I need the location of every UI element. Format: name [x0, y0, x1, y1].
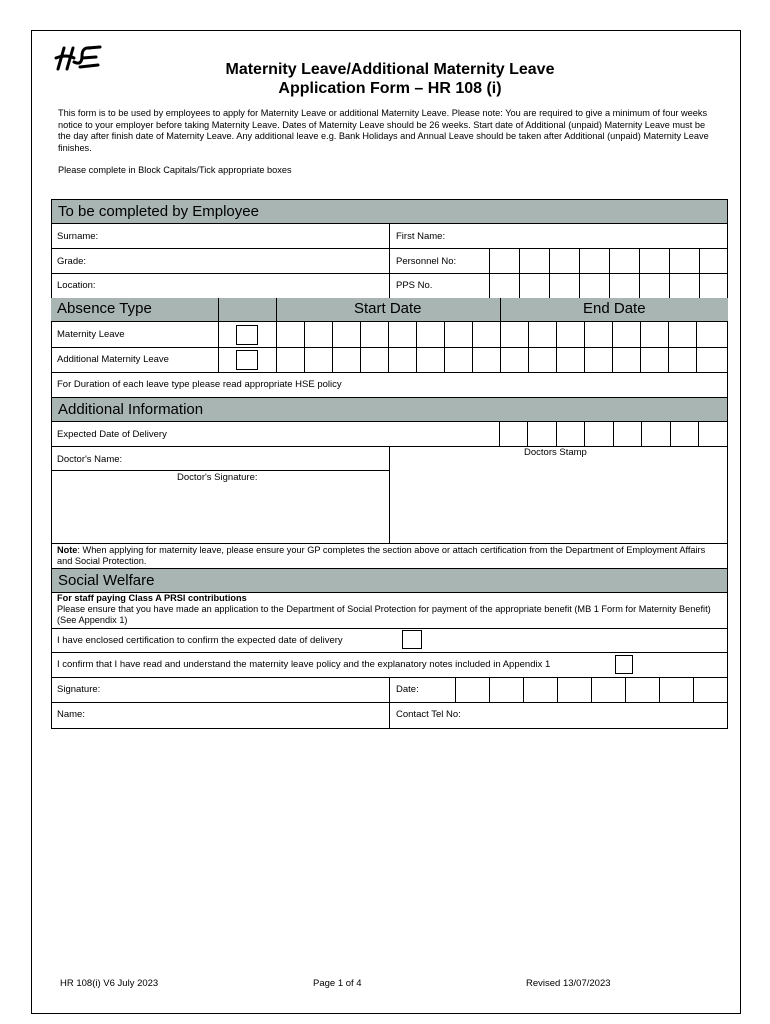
cell-divider	[693, 677, 694, 702]
col-divider	[389, 446, 390, 543]
date-label: Date:	[396, 684, 419, 695]
note-bold: Note	[57, 545, 78, 555]
cell-divider	[388, 322, 389, 372]
duration-note: For Duration of each leave type please read appropriate HSE policy	[57, 379, 342, 390]
confirm-policy-checkbox[interactable]	[615, 655, 633, 674]
cell-divider	[639, 248, 640, 298]
expected-date-label: Expected Date of Delivery	[57, 429, 167, 440]
cell-divider	[360, 322, 361, 372]
contact-tel-label: Contact Tel No:	[396, 709, 461, 720]
cell-divider	[668, 322, 669, 372]
cell-divider	[416, 322, 417, 372]
cell-divider	[584, 422, 585, 446]
cell-divider	[641, 422, 642, 446]
doctors-signature-label: Doctor's Signature:	[177, 472, 258, 483]
cell-divider	[499, 422, 500, 446]
cell-divider	[669, 248, 670, 298]
cell-divider	[625, 677, 626, 702]
start-date-heading: Start Date	[354, 300, 422, 317]
row-divider	[51, 543, 728, 544]
cell-divider	[489, 677, 490, 702]
row-divider	[51, 652, 728, 653]
enclosed-cert-label: I have enclosed certification to confirm the expected date of delivery	[57, 635, 343, 646]
row-divider	[51, 372, 728, 373]
cell-divider	[519, 248, 520, 298]
additional-maternity-leave-checkbox[interactable]	[236, 350, 258, 370]
cell-divider	[523, 677, 524, 702]
pps-no-label: PPS No.	[396, 280, 433, 291]
surname-label: Surname:	[57, 231, 99, 242]
title-line-1: Maternity Leave/Additional Maternity Leave	[225, 61, 555, 78]
col-divider	[500, 298, 501, 372]
maternity-leave-checkbox[interactable]	[236, 325, 258, 345]
end-date-heading: End Date	[583, 300, 646, 317]
footer-revised-date: Revised 13/07/2023	[526, 978, 611, 989]
doctors-stamp-label: Doctors Stamp	[524, 447, 587, 458]
row-divider	[51, 470, 389, 471]
cell-divider	[698, 422, 699, 446]
gp-note	[57, 545, 722, 567]
col-divider	[389, 224, 390, 298]
cell-divider	[549, 248, 550, 298]
cell-divider	[591, 677, 592, 702]
enclosed-cert-checkbox[interactable]	[402, 630, 422, 649]
cell-divider	[556, 322, 557, 372]
first-name-label: First Name:	[396, 231, 446, 242]
footer-form-id: HR 108(i) V6 July 2023	[60, 978, 159, 989]
maternity-leave-label: Maternity Leave	[57, 329, 125, 340]
cell-divider	[612, 322, 613, 372]
row-divider	[51, 347, 728, 348]
col-divider	[218, 298, 219, 372]
cell-divider	[528, 322, 529, 372]
cell-divider	[699, 248, 700, 298]
cell-divider	[489, 248, 490, 298]
cell-divider	[332, 322, 333, 372]
cell-divider	[640, 322, 641, 372]
cell-divider	[557, 677, 558, 702]
cell-divider	[670, 422, 671, 446]
note-text: : When applying for maternity leave, please ensure your GP completes the section above or attach certification from the Department of Employment Affairs and Social Protection.	[57, 545, 706, 566]
footer-page-number: Page 1 of 4	[313, 978, 362, 989]
cell-divider	[579, 248, 580, 298]
row-divider	[51, 628, 728, 629]
prsi-block	[57, 593, 722, 626]
cell-divider	[659, 677, 660, 702]
cell-divider	[527, 422, 528, 446]
col-divider	[389, 677, 390, 729]
absence-type-heading: Absence Type	[57, 300, 152, 317]
instructions-text: Please complete in Block Capitals/Tick appropriate boxes	[58, 165, 292, 175]
signature-label: Signature:	[57, 684, 101, 695]
cell-divider	[613, 422, 614, 446]
form-grid	[51, 199, 728, 729]
confirm-policy-label: I confirm that I have read and understand the maternity leave policy and the explanatory notes included in Appendix 1	[57, 659, 551, 670]
form-title	[130, 60, 650, 98]
prsi-text: Please ensure that you have made an application to the Department of Social Protection for payment of the appropriate benefit (MB 1 Form for Maternity Benefit) (See Appendix 1)	[57, 604, 711, 625]
cell-divider	[444, 322, 445, 372]
cell-divider	[556, 422, 557, 446]
cell-divider	[609, 248, 610, 298]
cell-divider	[304, 322, 305, 372]
location-label: Location:	[57, 280, 96, 291]
intro-text: This form is to be used by employees to apply for Maternity Leave or additional Maternity Leave. Please note: You are required to give a minimum of four weeks notice to your employer before taking Maternity Leave. Dates of Maternity Leave should be 26 weeks. Start date of Additional (unpaid) Maternity Leave must be the day after finish date of Maternity Leave. Any additional leave e.g. Bank Holidays and Annual Leave should be taken after Additional (unpaid) Maternity Leave finishes.	[58, 108, 709, 153]
section-social-header: Social Welfare	[51, 568, 728, 593]
cell-divider	[584, 322, 585, 372]
section-employee-header: To be completed by Employee	[51, 199, 728, 224]
cell-divider	[472, 322, 473, 372]
prsi-heading: For staff paying Class A PRSI contributions	[57, 593, 247, 603]
name-label: Name:	[57, 709, 85, 720]
title-line-2: Application Form – HR 108 (i)	[278, 80, 502, 97]
cell-divider	[455, 677, 456, 702]
grade-label: Grade:	[57, 256, 87, 267]
section-additional-header: Additional Information	[51, 397, 728, 422]
personnel-no-label: Personnel No:	[396, 256, 457, 267]
cell-divider	[696, 322, 697, 372]
hse-logo	[52, 42, 104, 72]
col-divider	[276, 298, 277, 372]
doctors-name-label: Doctor's Name:	[57, 454, 123, 465]
additional-maternity-leave-label: Additional Maternity Leave	[57, 354, 169, 365]
